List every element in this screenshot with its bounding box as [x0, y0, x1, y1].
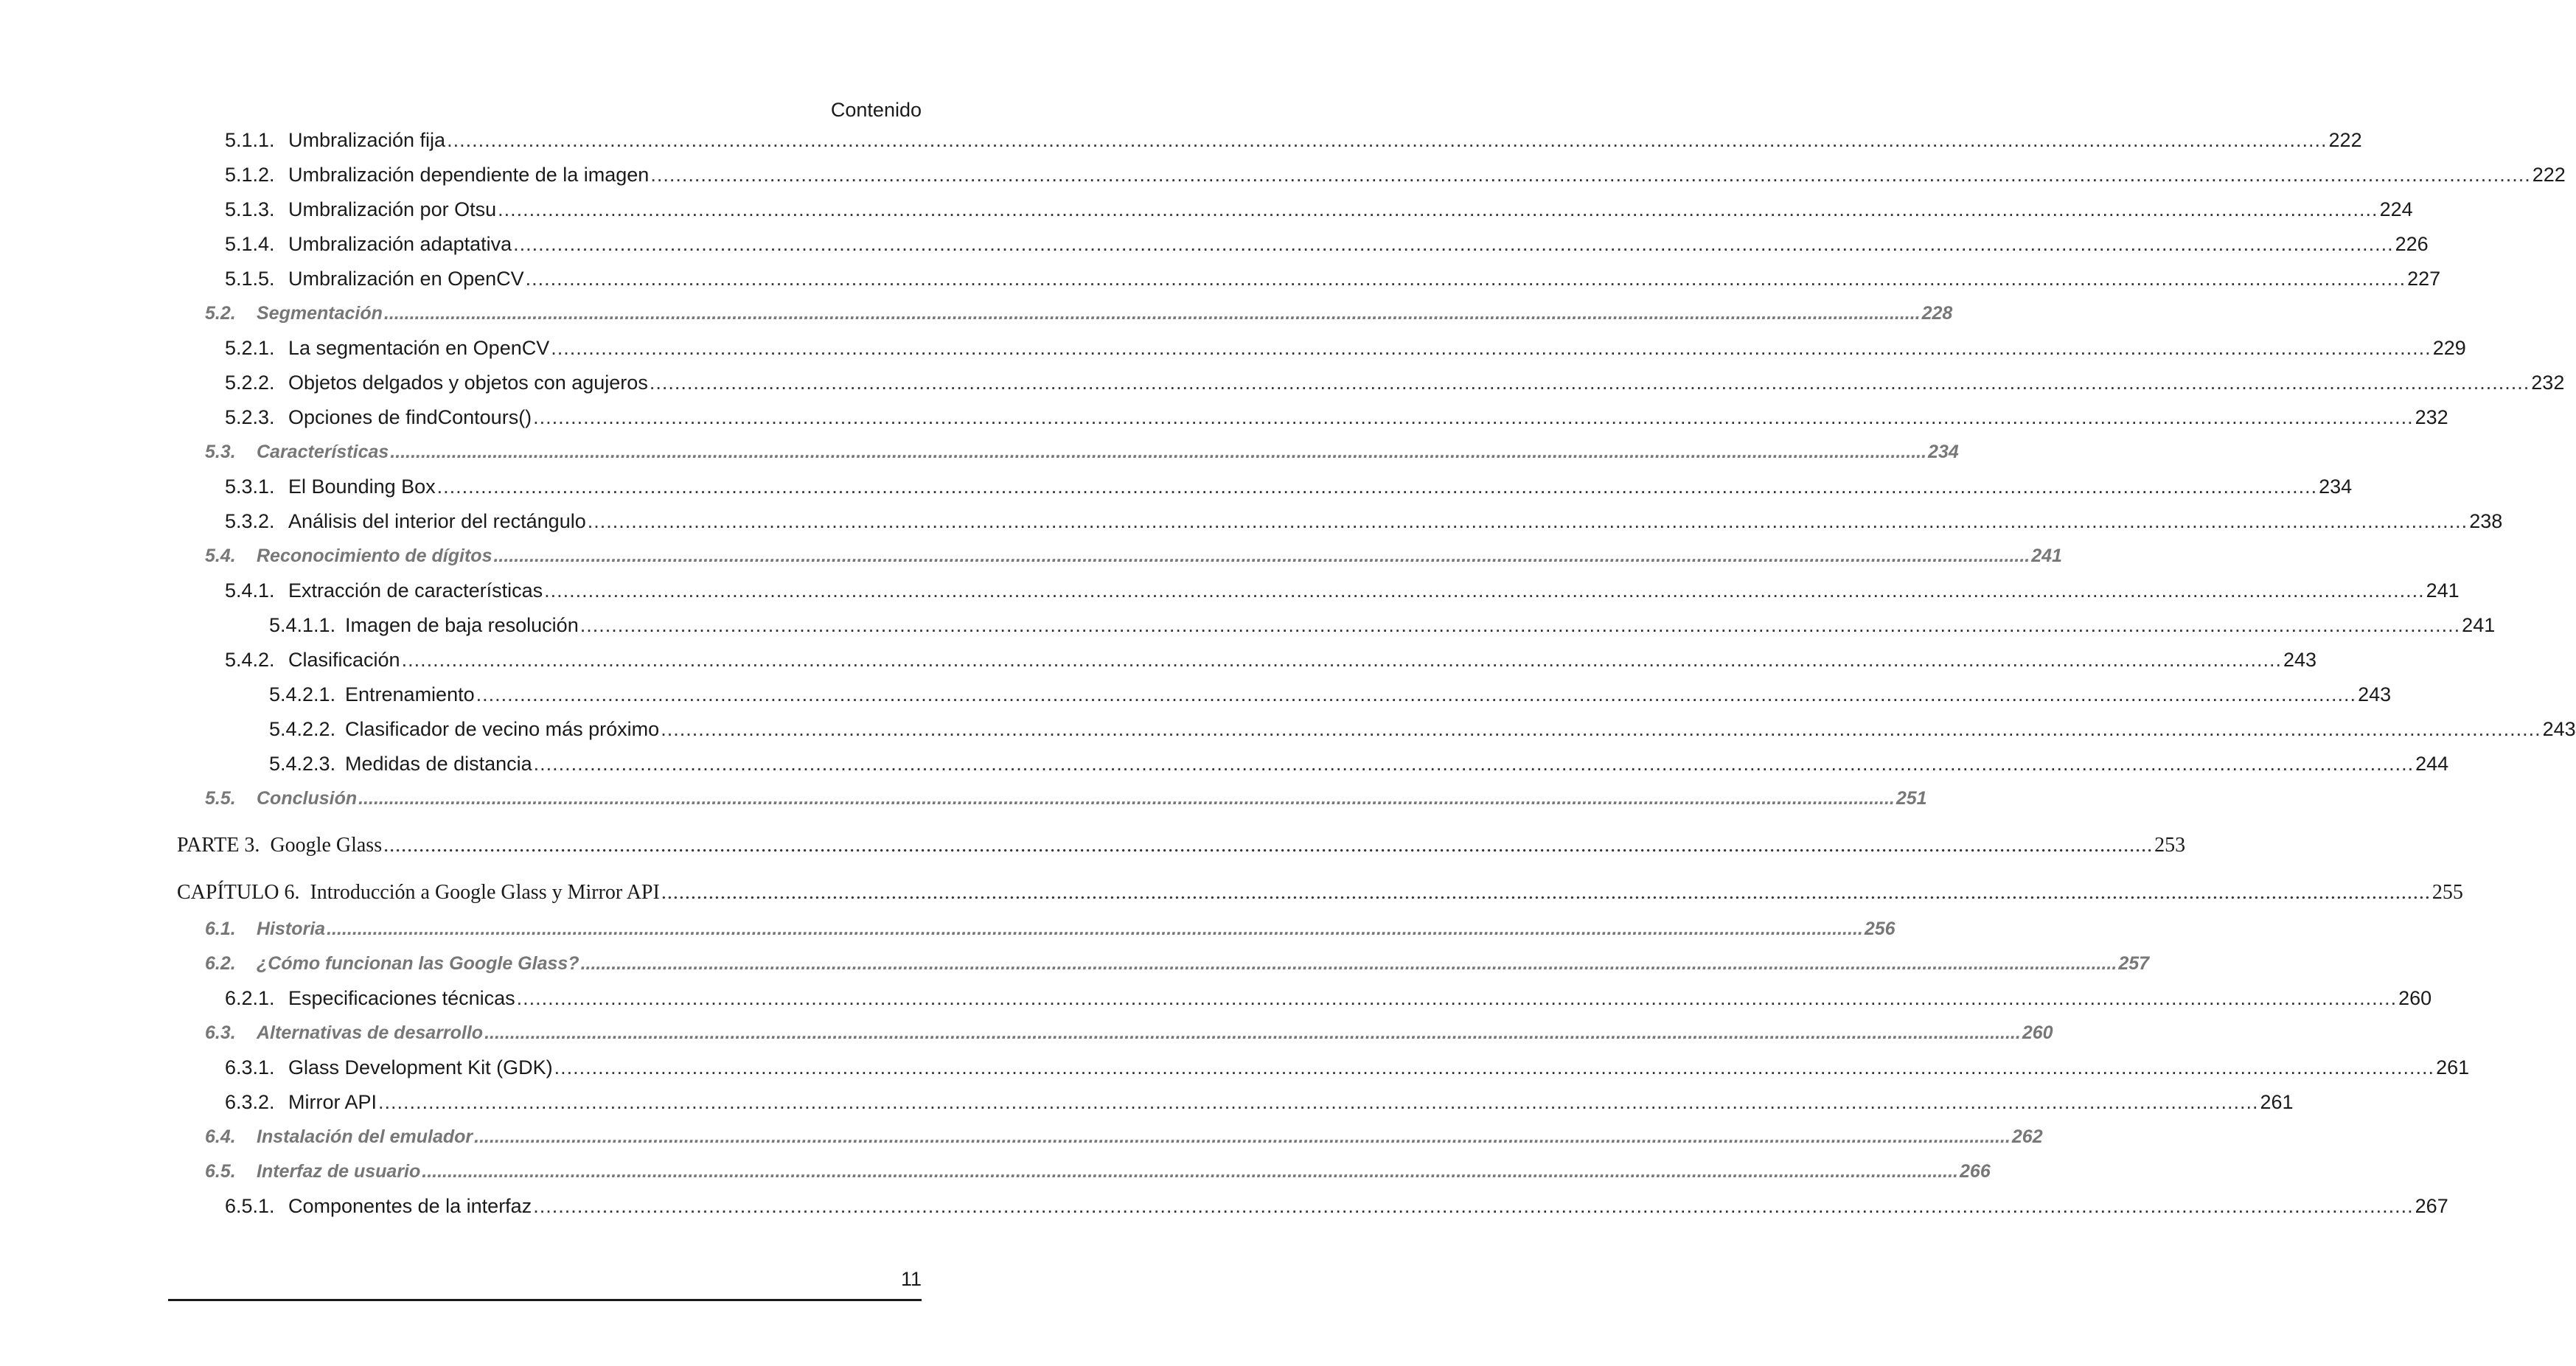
toc-leader-dots: ............................................................................................................................................................................................................................................................................................................ [484, 1022, 2021, 1043]
toc-leader-dots: ............................................................................................................................................................................................................................................................................................................ [661, 881, 2431, 904]
toc-leader-dots: ............................................................................................................................................................................................................................................................................................................ [551, 337, 2431, 359]
toc-leader-dots: ............................................................................................................................................................................................................................................................................................................ [493, 546, 2030, 566]
toc-entry-number: PARTE 3. [177, 834, 260, 857]
toc-entry[interactable] [225, 265, 2441, 292]
toc-entry[interactable] [177, 832, 2186, 859]
toc-entry-number: 6.3. [205, 1022, 236, 1043]
toc-entry-page: 243 [2542, 718, 2576, 740]
toc-entry[interactable] [225, 231, 2429, 257]
toc-entry-page: 232 [2531, 372, 2565, 394]
toc-entry[interactable] [205, 300, 1953, 327]
toc-entry-title: Glass Development Kit (GDK) [288, 1056, 553, 1078]
toc-entry-number: 5.1.4. [225, 233, 275, 255]
toc-entry-page: 234 [2319, 475, 2353, 498]
toc-entry[interactable] [269, 716, 2576, 742]
toc-entry-title: Imagen de baja resolución [345, 614, 579, 636]
toc-entry[interactable] [225, 1193, 2448, 1219]
toc-entry-number: 6.2. [205, 953, 236, 974]
toc-leader-dots: ............................................................................................................................................................................................................................................................................................................ [422, 1161, 1959, 1182]
toc-leader-dots: ............................................................................................................................................................................................................................................................................................................ [513, 233, 2394, 255]
toc-entry-title: Extracción de características [288, 579, 543, 602]
toc-entry-page: 243 [2358, 683, 2392, 705]
toc-entry[interactable] [225, 985, 2432, 1011]
toc-entry-title: Entrenamiento [345, 683, 475, 705]
toc-entry-number: 6.5. [205, 1161, 236, 1182]
toc-entry-number: 5.4.1.1. [269, 614, 336, 636]
toc-entry[interactable] [205, 439, 1959, 465]
toc-entry[interactable] [205, 1158, 1991, 1185]
toc-leader-dots: ............................................................................................................................................................................................................................................................................................................ [525, 268, 2406, 290]
toc-entry[interactable] [225, 369, 2565, 396]
toc-leader-dots: ............................................................................................................................................................................................................................................................................................................ [533, 406, 2414, 428]
toc-entry[interactable] [205, 1020, 2053, 1046]
toc-entry-number: 5.2.1. [225, 337, 275, 359]
toc-entry-page: 256 [1864, 919, 1896, 939]
toc-entry-number: 6.4. [205, 1126, 236, 1147]
toc-entry-number: 6.3.2. [225, 1091, 275, 1113]
toc-entry-page: 232 [2415, 406, 2448, 428]
toc-entry-page: 241 [2031, 546, 2062, 566]
toc-entry-number: 5.1.3. [225, 198, 275, 220]
toc-entry-page: 251 [1896, 788, 1927, 809]
toc-leader-dots: ............................................................................................................................................................................................................................................................................................................ [580, 953, 2117, 974]
toc-entry-title: Umbralización en OpenCV [288, 268, 524, 290]
toc-entry-number: 5.2.2. [225, 372, 275, 394]
toc-entry-page: 244 [2415, 753, 2449, 775]
toc-entry-page: 261 [2436, 1056, 2470, 1078]
toc-entry[interactable] [205, 785, 1927, 812]
toc-entry[interactable] [225, 508, 2503, 534]
toc-entry-number: 5.1.1. [225, 129, 275, 151]
toc-entry[interactable] [225, 473, 2353, 500]
toc-entry[interactable] [225, 161, 2566, 188]
toc-leader-dots: ............................................................................................................................................................................................................................................................................................................ [579, 614, 2461, 636]
toc-entry-number: 5.2. [205, 303, 236, 324]
toc-leader-dots: ............................................................................................................................................................................................................................................................................................................ [358, 788, 1895, 809]
toc-entry-title: Reconocimiento de dígitos [257, 546, 492, 566]
toc-entry-title: Umbralización dependiente de la imagen [288, 164, 650, 186]
toc-entry-page: 222 [2532, 164, 2566, 186]
toc-entry-page: 224 [2379, 198, 2413, 220]
toc-entry-title: Mirror API [288, 1091, 377, 1113]
toc-entry-title: Segmentación [257, 303, 383, 324]
toc-entry-number: 5.4.2. [225, 649, 275, 671]
toc-entry[interactable] [177, 879, 2463, 906]
toc-entry[interactable] [225, 1054, 2470, 1081]
toc-entry-number: 5.3.1. [225, 475, 275, 498]
toc-entry-page: 241 [2462, 614, 2496, 636]
toc-entry-number: 6.5.1. [225, 1195, 275, 1217]
toc-entry-page: 243 [2283, 649, 2317, 671]
toc-entry[interactable] [269, 750, 2449, 777]
toc-entry-title: Análisis del interior del rectángulo [288, 510, 586, 532]
toc-leader-dots: ............................................................................................................................................................................................................................................................................................................ [661, 718, 2541, 740]
toc-entry-number: 6.1. [205, 919, 236, 939]
toc-entry-page: 222 [2328, 129, 2362, 151]
toc-entry-title: Componentes de la interfaz [288, 1195, 532, 1217]
toc-entry-number: 5.4.1. [225, 579, 275, 602]
toc-entry-title: El Bounding Box [288, 475, 436, 498]
toc-entry-page: 234 [1928, 442, 1959, 462]
toc-leader-dots: ............................................................................................................................................................................................................................................................................................................ [390, 442, 1927, 462]
toc-entry-title: Introducción a Google Glass y Mirror API [310, 881, 660, 904]
toc-entry-page: 226 [2395, 233, 2429, 255]
toc-entry-page: 253 [2154, 834, 2186, 857]
toc-leader-dots: ............................................................................................................................................................................................................................................................................................................ [383, 303, 1921, 324]
toc-leader-dots: ............................................................................................................................................................................................................................................................................................................ [476, 683, 2357, 705]
toc-entry[interactable] [205, 543, 2062, 569]
toc-entry[interactable] [205, 950, 2150, 977]
toc-entry[interactable] [225, 1089, 2294, 1115]
toc-entry-title: Objetos delgados y objetos con agujeros [288, 372, 648, 394]
toc-entry-title: Conclusión [257, 788, 358, 809]
toc-entry-title: Umbralización fija [288, 129, 446, 151]
toc-entry-page: 266 [1960, 1161, 1991, 1182]
toc-entry-title: Características [257, 442, 389, 462]
toc-entry-title: Medidas de distancia [345, 753, 532, 775]
toc-leader-dots: ............................................................................................................................................................................................................................................................................................................ [587, 510, 2468, 532]
toc-leader-dots: ............................................................................................................................................................................................................................................................................................................ [533, 753, 2415, 775]
toc-entry-page: 255 [2431, 881, 2463, 904]
toc-entry-page: 267 [2415, 1195, 2448, 1217]
toc-entry-title: Umbralización adaptativa [288, 233, 512, 255]
toc-entry-number: 5.5. [205, 788, 236, 809]
toc-leader-dots: ............................................................................................................................................................................................................................................................................................................ [474, 1126, 2011, 1147]
toc-entry-page: 260 [2398, 987, 2432, 1009]
toc-leader-dots: ............................................................................................................................................................................................................................................................................................................ [327, 919, 1863, 939]
toc-entry-number: 5.3. [205, 442, 236, 462]
toc-entry-number: 5.4.2.2. [269, 718, 336, 740]
toc-entry-page: 238 [2469, 510, 2503, 532]
page-number: 11 [900, 1268, 922, 1290]
toc-entry-page: 228 [1921, 303, 1953, 324]
toc-entry-page: 227 [2407, 268, 2441, 290]
toc-entry[interactable] [205, 1123, 2043, 1150]
toc-entry[interactable] [225, 577, 2460, 604]
toc-entry-title: Clasificador de vecino más próximo [345, 718, 660, 740]
toc-entry[interactable] [225, 647, 2317, 673]
toc-entry-title: La segmentación en OpenCV [288, 337, 550, 359]
toc-leader-dots: ............................................................................................................................................................................................................................................................................................................ [436, 475, 2318, 498]
toc-entry[interactable] [225, 404, 2448, 431]
toc-entry-number: 5.1.5. [225, 268, 275, 290]
toc-leader-dots: ............................................................................................................................................................................................................................................................................................................ [378, 1091, 2259, 1113]
toc-leader-dots: ............................................................................................................................................................................................................................................................................................................ [447, 129, 2328, 151]
toc-entry[interactable] [205, 916, 1896, 942]
toc-leader-dots: ............................................................................................................................................................................................................................................................................................................ [649, 372, 2530, 394]
toc-entry-number: 5.4.2.3. [269, 753, 336, 775]
toc-entry-number: 5.4.2.1. [269, 683, 336, 705]
toc-entry-page: 229 [2432, 337, 2466, 359]
toc-leader-dots: ............................................................................................................................................................................................................................................................................................................ [516, 987, 2398, 1009]
toc-entry-title: Umbralización por Otsu [288, 198, 497, 220]
toc-entry-title: Historia [257, 919, 326, 939]
toc-entry-title: Google Glass [270, 834, 383, 857]
toc-leader-dots: ............................................................................................................................................................................................................................................................................................................ [554, 1056, 2435, 1078]
toc-entry[interactable] [225, 196, 2413, 223]
toc-leader-dots: ............................................................................................................................................................................................................................................................................................................ [383, 834, 2154, 857]
toc-entry-title: Clasificación [288, 649, 400, 671]
toc-entry-page: 257 [2118, 953, 2150, 974]
toc-entry-number: 6.2.1. [225, 987, 275, 1009]
toc-entry[interactable] [225, 127, 2362, 153]
toc-entry-page: 262 [2011, 1126, 2043, 1147]
toc-entry-title: Especificaciones técnicas [288, 987, 515, 1009]
toc-entry-number: 6.3.1. [225, 1056, 275, 1078]
toc-entry-number: 5.3.2. [225, 510, 275, 532]
toc-leader-dots: ............................................................................................................................................................................................................................................................................................................ [533, 1195, 2414, 1217]
toc-leader-dots: ............................................................................................................................................................................................................................................................................................................ [544, 579, 2425, 602]
running-header: Contenido [830, 99, 922, 121]
toc-entry[interactable] [225, 335, 2466, 361]
toc-entry[interactable] [269, 612, 2496, 638]
toc-leader-dots: ............................................................................................................................................................................................................................................................................................................ [650, 164, 2531, 186]
toc-entry-page: 241 [2426, 579, 2460, 602]
toc-entry-page: 260 [2022, 1022, 2053, 1043]
toc-leader-dots: ............................................................................................................................................................................................................................................................................................................ [401, 649, 2283, 671]
toc-entry[interactable] [269, 681, 2392, 708]
toc-entry-number: 5.2.3. [225, 406, 275, 428]
toc-entry-number: 5.1.2. [225, 164, 275, 186]
toc-entry-title: Interfaz de usuario [257, 1161, 421, 1182]
toc-entry-title: Opciones de findContours() [288, 406, 532, 428]
toc-entry-number: CAPÍTULO 6. [177, 881, 300, 904]
toc-entry-page: 261 [2260, 1091, 2294, 1113]
toc-entry-title: Alternativas de desarrollo [257, 1022, 484, 1043]
toc-leader-dots: ............................................................................................................................................................................................................................................................................................................ [498, 198, 2378, 220]
toc-entry-number: 5.4. [205, 546, 236, 566]
toc-entry-title: Instalación del emulador [257, 1126, 473, 1147]
footer-rule [168, 1299, 922, 1301]
toc-entry-title: ¿Cómo funcionan las Google Glass? [257, 953, 579, 974]
